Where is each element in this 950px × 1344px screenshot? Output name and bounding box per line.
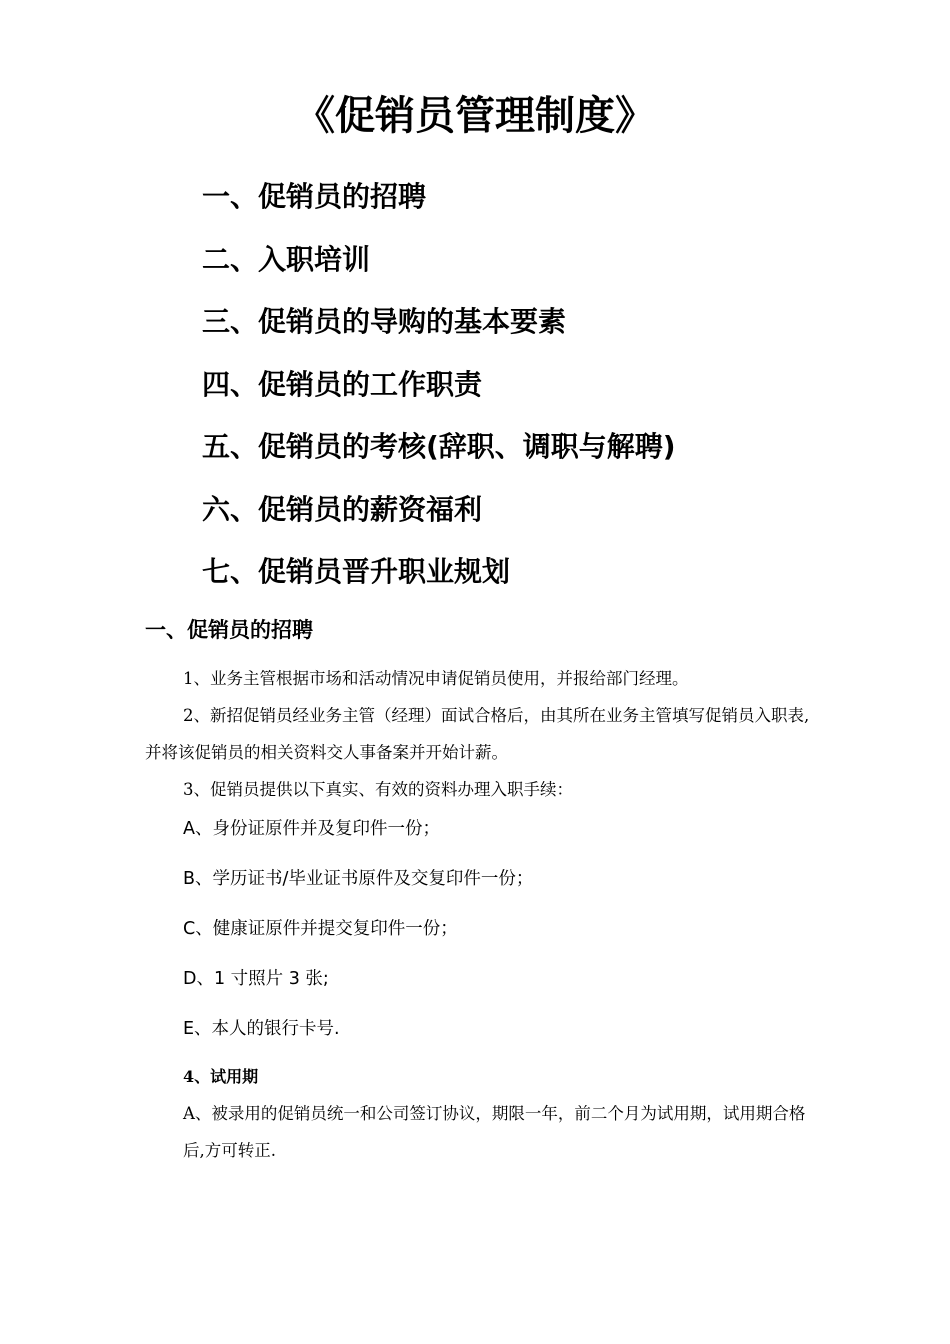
document-list-item: B、学历证书/毕业证书原件及交复印件一份；	[183, 869, 534, 889]
table-of-contents	[202, 172, 676, 610]
document-title: 《促销员管理制度》	[295, 93, 655, 139]
document-list-item: C、健康证原件并提交复印件一份；	[183, 919, 458, 939]
toc-item-assessment: 五、促销员的考核(辞职、调职与解聘)	[202, 430, 676, 463]
paragraph-item-1: 1、业务主管根据市场和活动情况申请促销员使用，并报给部门经理。	[183, 669, 689, 688]
paragraph-item-3: 3、促销员提供以下真实、有效的资料办理入职手续：	[183, 780, 573, 799]
toc-item-salary-benefits: 六、促销员的薪资福利	[202, 492, 483, 526]
paragraph-item-2: 2、新招促销员经业务主管（经理）面试合格后，由其所在业务主管填写促销员入职表,并将该促销员的相关资料交人事备案并开始计薪。	[145, 706, 810, 762]
document-list-item: E、本人的银行卡号.	[183, 1019, 340, 1039]
document-list-item: A、身份证原件并及复印件一份；	[183, 819, 440, 839]
toc-item-recruitment: 一、促销员的招聘	[202, 180, 427, 213]
subheading-probation: 4、试用期	[183, 1067, 259, 1086]
toc-item-onboarding-training: 二、入职培训	[202, 242, 371, 276]
section-heading-recruitment: 一、促销员的招聘	[145, 618, 313, 642]
paragraph-probation-a: A、被录用的促销员统一和公司签订协议，期限一年，前二个月为试用期，试用期合格后,方可转正.	[183, 1104, 806, 1160]
toc-item-sales-guidance-basics: 三、促销员的导购的基本要素	[202, 305, 567, 338]
toc-item-job-duties: 四、促销员的工作职责	[202, 367, 483, 401]
document-list-item: D、1 寸照片 3 张;	[183, 969, 329, 989]
toc-item-career-planning: 七、促销员晋升职业规划	[202, 555, 511, 588]
